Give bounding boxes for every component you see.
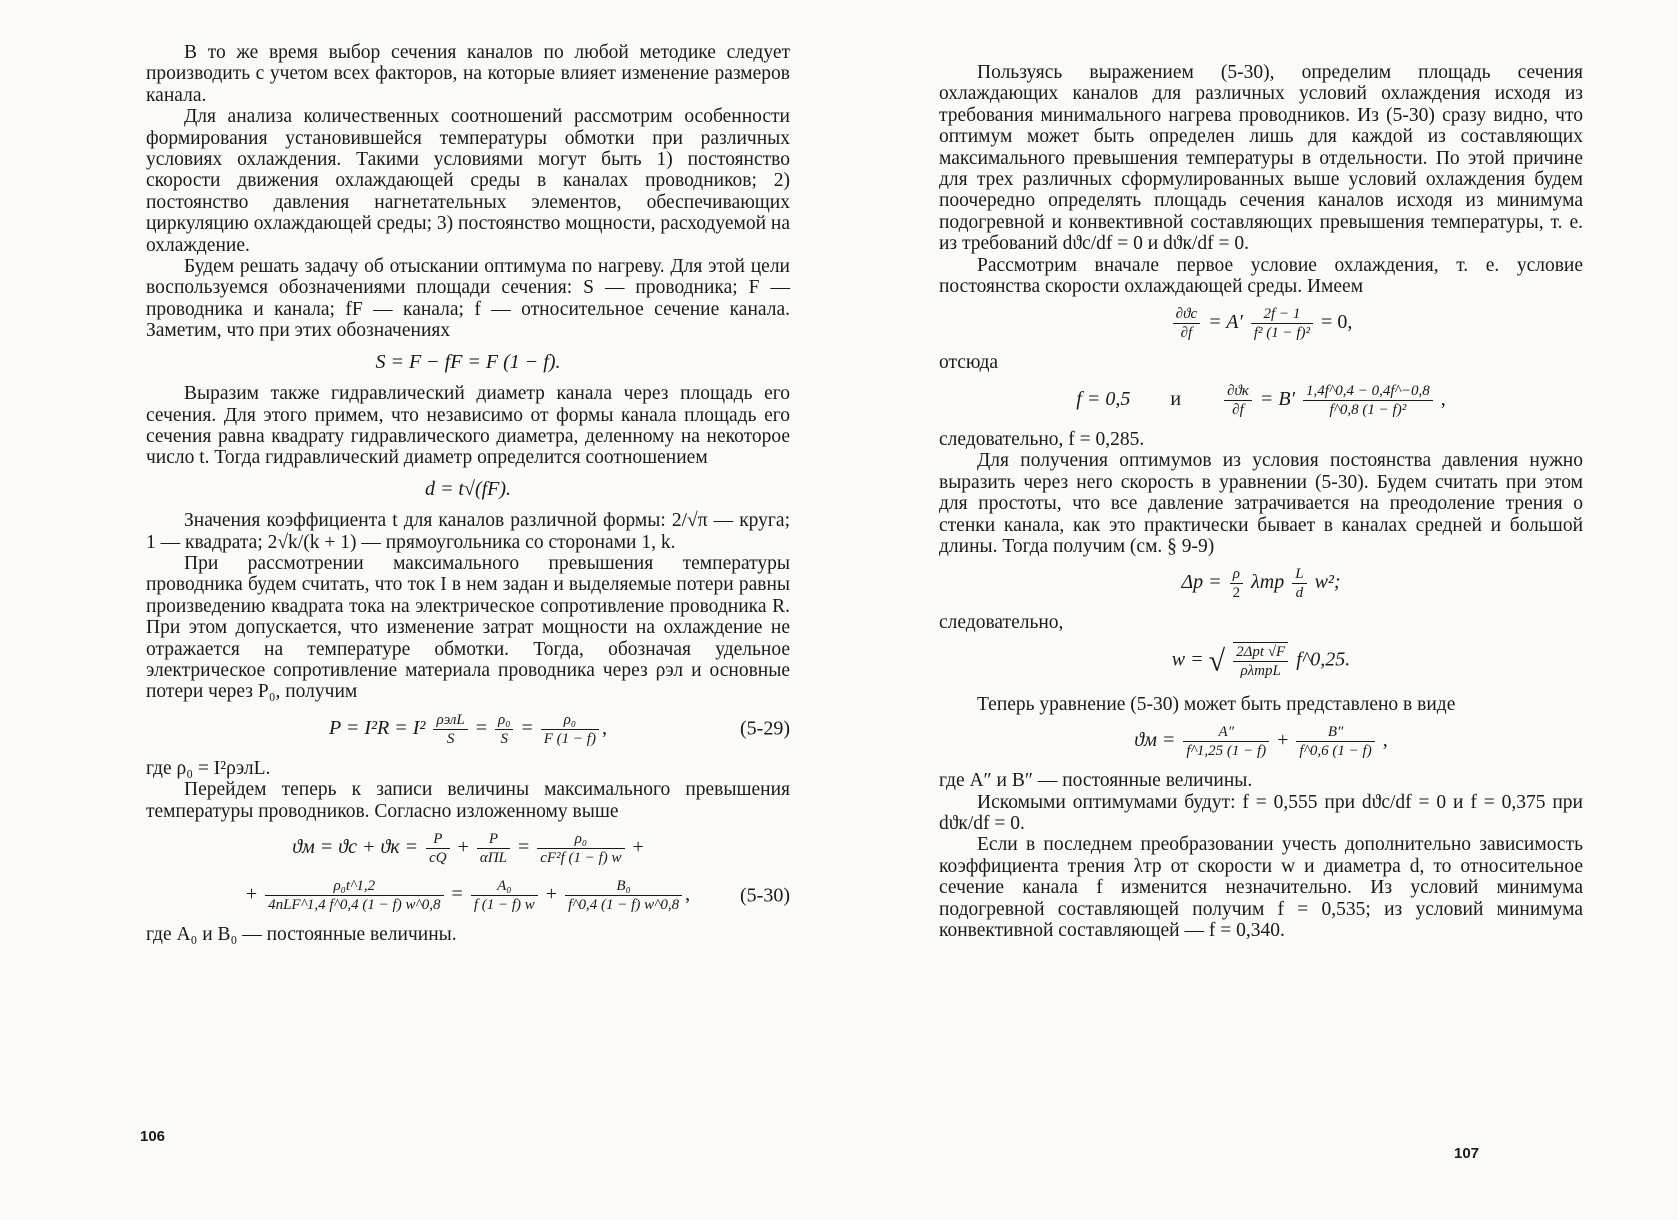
frac-denominator: d (1295, 585, 1304, 602)
eq-term: λтр (1251, 571, 1285, 594)
paragraph: Искомыми оптимумами будут: f = 0,555 при dϑс/df = 0 и f = 0,375 при dϑк/df = 0. (939, 791, 1583, 834)
frac-numerator: 2Δpt √F (1233, 643, 1288, 662)
equation-number: (5-30) (740, 883, 790, 906)
frac-numerator: B″ (1296, 723, 1374, 742)
frac-numerator: ρ (1230, 565, 1244, 584)
paragraph: Будем решать задачу об отыскании оптимума по нагреву. Для этой цели воспользуемся обозначениями площади сечения: S — проводника; F — проводника и канала; fF — канала; f — относительное сечение канала. Заметим, что при этих обозначениях (146, 256, 790, 342)
fraction (537, 830, 624, 867)
equation-5-29: P = I²R = I² $\frac{\text{ρэлL}}{S}$ = $\frac{\text{ρ₀}}{S}$ = $\frac{\text{ρ₀}}{F (1 - f)}$ , (5-29) (329, 711, 790, 747)
frac-denominator: f^0,4 (1 − f) w^0,8 (568, 897, 680, 913)
frac-numerator: ρ₀ (537, 830, 624, 849)
fraction (1296, 723, 1374, 760)
fraction (1230, 565, 1244, 602)
fraction (477, 830, 510, 867)
eq-term: w = (1171, 648, 1204, 671)
eq-term: = 0, (1321, 311, 1353, 334)
fraction (471, 877, 538, 914)
fraction (495, 711, 513, 748)
frac-denominator: f^0,6 (1 − f) (1299, 743, 1372, 760)
equation-number: (5-29) (740, 717, 790, 740)
paragraph: Перейдем теперь к записи величины максимального превышения температуры проводников. Согласно изложенному выше (146, 779, 790, 822)
paragraph: следовательно, (939, 612, 1064, 634)
frac-denominator: αΠL (479, 850, 507, 866)
right-page (839, 0, 1678, 1220)
frac-numerator: ρ₀ (495, 711, 513, 730)
fraction (1292, 565, 1306, 602)
paragraph: следовательно, f = 0,285. (939, 428, 1145, 450)
eq-term: w²; (1314, 571, 1341, 594)
paragraph: В то же время выбор сечения каналов по любой методике следует производить с учетом всех факторов, на которые влияет изменение размеров канала. (146, 42, 790, 106)
frac-denominator: 2 (1232, 585, 1241, 602)
eq-term: Δp = (1181, 571, 1222, 594)
frac-denominator: S (446, 730, 455, 747)
equation-delta-p (939, 565, 1583, 602)
eq-term: = A′ (1208, 311, 1243, 334)
eq-term: f^0,25. (1296, 648, 1351, 671)
frac-denominator: ∂f (1232, 401, 1244, 418)
eq-term: = B′ (1259, 387, 1295, 410)
fraction (1251, 305, 1313, 342)
frac-numerator: L (1292, 565, 1306, 584)
fraction (433, 711, 467, 748)
frac-numerator: P (477, 830, 510, 849)
equation-dtheta-k (939, 382, 1583, 419)
equation-5-30-line2: + $\frac{\text{ρ₀t\textasciicircum{}1,2}}{\text{4nLF\textasciicircum{}1,4 f\textasciicircum{}0,4 (1 − f) w\textasciicircum{}0,8}}$ = $\frac{\text{A₀}}{f (1 - f) w}$ + $\frac{\text{B₀}}{f\^{}0,4 (1 - f) w\^{}0,8}$ , (5-30) (245, 878, 790, 913)
eq-term: P = I²R = I² (329, 716, 426, 739)
fraction (1173, 305, 1200, 342)
eq-term: , (1382, 729, 1388, 752)
paragraph: Выразим также гидравлический диаметр канала через площадь его сечения. Для этого примем, что независимо от формы канала площадь его сечения равна квадрату гидравлического диаметра, деленному на некоторое число t. Тогда гидравлический диаметр определится соотношением (146, 383, 790, 469)
frac-denominator: ρλтрL (1240, 662, 1281, 679)
frac-numerator: A″ (1183, 723, 1269, 742)
frac-denominator: f^1,25 (1 − f) (1186, 743, 1267, 760)
right-text-column (939, 62, 1583, 941)
left-text-column (146, 42, 790, 945)
frac-denominator: 4nLF^1,4 f^0,4 (1 − f) w^0,8 (268, 897, 441, 913)
sqrt-sign: √ (1208, 644, 1226, 678)
frac-numerator: P (426, 830, 450, 849)
frac-denominator: f² (1 − f)² (1253, 325, 1311, 342)
paragraph: где A″ и B″ — постоянные величины. (939, 770, 1253, 792)
paragraph: Если в последнем преобразовании учесть дополнительно зависимость коэффициента трения λтр от скорости w и диаметра d, то относительное сечение канала f изменится незначительно. Из условий минимума подогревной составляющей получим f = 0,535; из условий минимума конвективной составляющей — f = 0,340. (939, 834, 1583, 941)
equation-s: S = F − fF = F (1 − f). (375, 350, 561, 373)
fraction (1183, 723, 1269, 760)
paragraph: Для анализа количественных соотношений рассмотрим особенности формирования установившейся температуры обмотки при различных условиях охлаждения. Такими условиями могут быть 1) постоянство скорости движения охлаждающей среды в каналах проводников; 2) постоянство давления нагнетательных элементов, обеспечивающих циркуляцию охлаждающей среды; 3) постоянство мощности, расходуемой на охлаждение. (146, 106, 790, 256)
eq-term: ϑм = ϑс + ϑк = (292, 836, 419, 859)
equation-5-30-line1: ϑм = ϑс + ϑк = $\frac{P}{cQ}$ + $\frac{P}{\text{αΠL}}$ = $\frac{\text{ρ₀}}{\text{cF²f (1 − f) w}}$ + (292, 831, 644, 866)
paragraph: Рассмотрим вначале первое условие охлаждения, т. е. условие постоянства скорости охлаждающей среды. Имеем (939, 254, 1583, 298)
frac-numerator: ∂ϑк (1224, 382, 1252, 401)
frac-numerator: ∂ϑс (1173, 305, 1200, 324)
paragraph: отсюда (939, 352, 999, 374)
equation-d: d = t√(fF). (424, 477, 512, 500)
frac-numerator: A₀ (471, 877, 538, 896)
equation-theta-m: ϑм = $\frac{A''}{f\^{}1,25 (1 - f)}$ + $\frac{B''}{f\^{}0,6 (1 - f)}$ , (1134, 724, 1388, 760)
paragraph: Значения коэффициента t для каналов различной формы: 2/√π — круга; 1 — квадрата; 2√k/(k + 1) — прямоугольника со сторонами 1, k. (146, 510, 790, 553)
equation-dtheta-c (939, 305, 1583, 342)
frac-numerator: ρ₀ (541, 711, 599, 730)
paragraph: При рассмотрении максимального превышения температуры проводника будем считать, что ток I в нем задан и выделяемые потери равны произведению квадрата тока на электрическое сопротивление проводника R. При этом допускается, что изменение затрат мощности на охлаждение не отражается на температуре обмотки. Тогда, обозначая удельное электрическое сопротивление материала проводника через ρэл и основные потери через P₀, получим (146, 552, 790, 703)
eq-term: ϑм = (1134, 729, 1176, 752)
frac-denominator: cF²f (1 − f) w (540, 850, 622, 866)
paragraph: где A₀ и B₀ — постоянные величины. (146, 924, 457, 945)
frac-numerator: B₀ (565, 877, 682, 896)
frac-denominator: f (1 − f) w (473, 897, 535, 913)
paragraph: Пользуясь выражением (5-30), определим площадь сечения охлаждающих каналов для различных условий охлаждения исходя из требования минимального нагрева проводников. Из (5-30) сразу видно, что оптимум может быть определен лишь для каждой из составляющих максимального превышения температуры в отдельности. По этой причине для трех различных сформулированных выше условий охлаждения будем поочередно определять площадь сечения каналов исходя из минимума подогревной и конвективной составляющих превышения температуры, т. е. из требований dϑс/df = 0 и dϑк/df = 0. (939, 62, 1583, 255)
fraction (541, 711, 599, 748)
fraction (426, 830, 450, 867)
frac-numerator: ρэлL (433, 711, 467, 730)
paragraph: Для получения оптимумов из условия постоянства давления нужно выразить через него скорость в уравнении (5-30). Будем считать при этом для простоты, что все давление затрачивается на преодоление трения о стенки канала, как это практически бывает в каналах средней и большой длины. Тогда получим (см. § 9-9) (939, 450, 1583, 557)
fraction (1303, 382, 1433, 419)
eq-term: и (1170, 387, 1182, 410)
fraction (1233, 642, 1288, 680)
eq-term: , (1440, 387, 1446, 410)
equation-w (939, 642, 1583, 680)
eq-term: f = 0,5 (1076, 387, 1131, 410)
fraction (565, 877, 682, 914)
page-number: 107 (1454, 1145, 1480, 1162)
frac-denominator: ∂f (1180, 325, 1193, 342)
frac-numerator: ρ₀t^1,2 (265, 877, 443, 896)
frac-denominator: cQ (429, 850, 447, 866)
frac-numerator: 2f − 1 (1251, 305, 1313, 324)
frac-denominator: f^0,8 (1 − f)² (1329, 401, 1407, 418)
paragraph: Теперь уравнение (5-30) может быть представлено в виде (977, 693, 1456, 715)
fraction (265, 877, 443, 914)
paragraph: где ρ₀ = I²ρэлL. (146, 757, 271, 779)
page-number: 106 (140, 1128, 166, 1145)
frac-denominator: S (500, 730, 508, 747)
frac-denominator: F (1 − f) (543, 730, 596, 747)
fraction (1224, 382, 1252, 419)
frac-numerator: 1,4f^0,4 − 0,4f^−0,8 (1303, 382, 1433, 401)
